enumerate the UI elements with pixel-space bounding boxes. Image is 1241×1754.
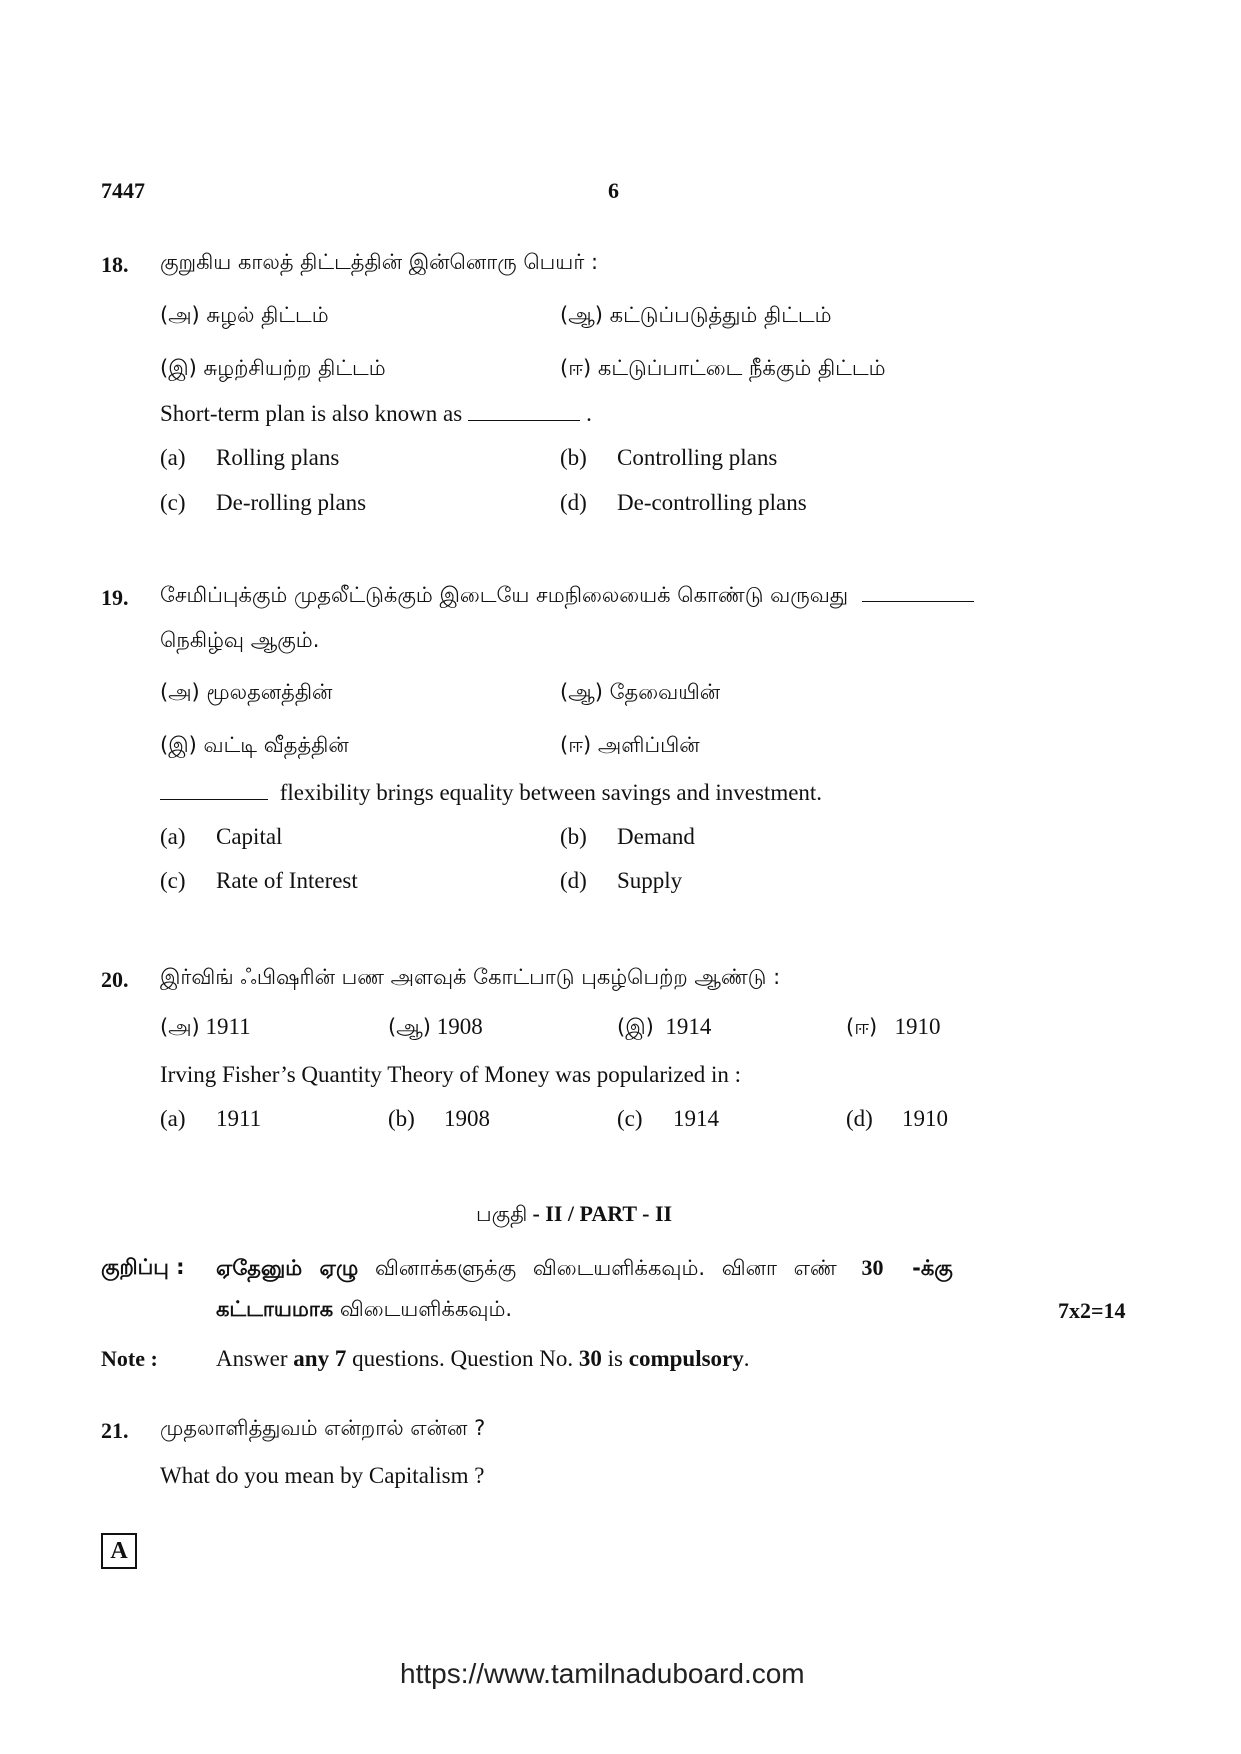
question-text-english: What do you mean by Capitalism ?	[160, 1463, 485, 1488]
option-tamil-a: (அ) மூலதனத்தின்	[160, 680, 333, 704]
question-text-tamil: முதலாளித்துவம் என்றால் என்ன ?	[160, 1416, 486, 1440]
option-tamil-c: (இ) சுழற்சியற்ற திட்டம்	[160, 356, 386, 380]
option-d: (d)	[846, 1106, 873, 1131]
option-tamil-c: (இ) 1914	[617, 1014, 712, 1039]
marks: 7x2=14	[1058, 1298, 1126, 1323]
option-tamil-a: (அ) 1911	[160, 1014, 251, 1039]
option-a-text: Rolling plans	[216, 445, 340, 470]
question-text-tamil: குறுகிய காலத் திட்டத்தின் இன்னொரு பெயர் :	[160, 250, 599, 274]
option-a: (a)	[160, 445, 186, 470]
note-text-english: Answer any 7 questions. Question No. 30 is compulsory.	[216, 1346, 750, 1371]
option-a-text: Capital	[216, 824, 283, 849]
option-d-text: De-controlling plans	[617, 490, 807, 515]
option-c-text: De-rolling plans	[216, 490, 367, 515]
question-text-tamil: இர்விங் ஃபிஷரின் பண அளவுக் கோட்பாடு புகழ்பெற்ற ஆண்டு :	[160, 965, 781, 989]
option-d: (d)	[560, 868, 587, 893]
footer-url[interactable]: https://www.tamilnaduboard.com	[400, 1658, 805, 1689]
question-number: 21.	[101, 1418, 129, 1443]
option-c-text: Rate of Interest	[216, 868, 358, 893]
note-text-tamil: ஏதேனும் ஏழு வினாக்களுக்கு விடையளிக்கவும். வினா எண் 30 -க்கு	[216, 1255, 953, 1280]
question-number: 19.	[101, 585, 129, 610]
option-c: (c)	[617, 1106, 643, 1131]
option-tamil-b: (ஆ) கட்டுப்படுத்தும் திட்டம்	[560, 303, 832, 327]
option-d-text: Supply	[617, 868, 683, 893]
booklet-type-box: A	[101, 1533, 137, 1569]
option-b-text: 1908	[444, 1106, 490, 1131]
option-a: (a)	[160, 1106, 186, 1131]
note-text-tamil-line2: கட்டாயமாக விடையளிக்கவும்.	[216, 1297, 513, 1321]
option-tamil-b: (ஆ) 1908	[388, 1014, 483, 1039]
option-tamil-d: (ஈ) கட்டுப்பாட்டை நீக்கும் திட்டம்	[560, 356, 886, 380]
option-tamil-d: (ஈ) 1910	[846, 1014, 941, 1039]
option-b: (b)	[560, 824, 587, 849]
option-c: (c)	[160, 868, 186, 893]
option-c-text: 1914	[673, 1106, 719, 1131]
option-b: (b)	[388, 1106, 415, 1131]
note-label-tamil: குறிப்பு :	[101, 1255, 185, 1279]
option-tamil-b: (ஆ) தேவையின்	[560, 680, 721, 704]
option-tamil-c: (இ) வட்டி வீதத்தின்	[160, 733, 349, 757]
option-d-text: 1910	[902, 1106, 948, 1131]
paper-code: 7447	[101, 178, 145, 203]
option-c: (c)	[160, 490, 186, 515]
option-tamil-a: (அ) சுழல் திட்டம்	[160, 303, 329, 327]
option-a-text: 1911	[216, 1106, 262, 1131]
question-text-english: flexibility brings equality between savings and investment.	[160, 780, 822, 806]
part-heading: பகுதி - II / PART - II	[476, 1201, 673, 1226]
note-label-english: Note :	[101, 1346, 158, 1371]
question-text-tamil: சேமிப்புக்கும் முதலீட்டுக்கும் இடையே சமநிலையைக் கொண்டு வருவது	[160, 583, 980, 610]
page-number: 6	[608, 178, 619, 203]
question-text-english: Irving Fisher’s Quantity Theory of Money was popularized in :	[160, 1062, 742, 1087]
question-text-english: Short-term plan is also known as .	[160, 401, 592, 426]
question-text-tamil-line2: நெகிழ்வு ஆகும்.	[160, 628, 320, 652]
option-tamil-d: (ஈ) அளிப்பின்	[560, 733, 700, 757]
question-number: 18.	[101, 252, 129, 277]
option-d: (d)	[560, 490, 587, 515]
option-b-text: Controlling plans	[617, 445, 778, 470]
option-b: (b)	[560, 445, 587, 470]
option-a: (a)	[160, 824, 186, 849]
option-b-text: Demand	[617, 824, 695, 849]
question-number: 20.	[101, 967, 129, 992]
